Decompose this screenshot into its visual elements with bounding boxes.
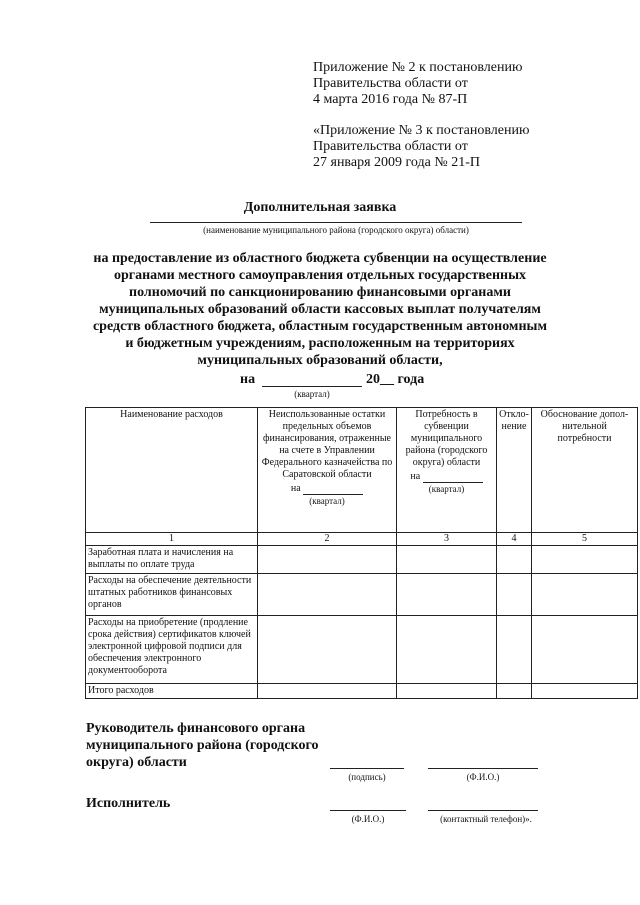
executor-name-line xyxy=(330,810,406,811)
executor-name-caption: (Ф.И.О.) xyxy=(351,814,385,824)
cell[interactable] xyxy=(532,684,638,699)
cell[interactable] xyxy=(397,684,497,699)
appendix-line: Приложение № 2 к постановлению xyxy=(313,60,523,75)
period-prefix: на xyxy=(240,372,256,387)
table-row-total xyxy=(86,684,638,699)
appendix-reference-1 xyxy=(313,60,522,108)
name-caption: (Ф.И.О.) xyxy=(466,772,500,782)
row-label: Заработная плата и начисления на выплаты по оплате труда xyxy=(86,546,258,574)
phone-caption: (контактный телефон)». xyxy=(440,814,532,824)
expenses-table xyxy=(85,407,638,699)
head-title xyxy=(86,720,318,771)
cell[interactable] xyxy=(258,546,397,574)
cell[interactable] xyxy=(497,574,532,616)
phone-line xyxy=(428,810,538,811)
description-line: муниципальных образований области кассовых выплат получателям xyxy=(99,302,541,317)
quarter-caption: (квартал) xyxy=(428,484,465,494)
on-label: на xyxy=(290,483,301,494)
header-justification: Обоснование допол-нительной потребности xyxy=(532,408,638,533)
head-title-line: Руководитель финансового органа xyxy=(86,721,306,736)
appendix-line: 4 марта 2016 года № 87-П xyxy=(313,92,468,107)
cell[interactable] xyxy=(497,546,532,574)
column-number: 5 xyxy=(532,533,638,546)
column-number: 4 xyxy=(497,533,532,546)
header-deviation: Откло-нение xyxy=(497,408,532,533)
row-label: Расходы на обеспечение деятельности штатных работников финансовых органов xyxy=(86,574,258,616)
request-description xyxy=(60,250,580,369)
quarter-caption: (квартал) xyxy=(294,389,330,399)
description-line: и бюджетным учреждениям, расположенным на территориях xyxy=(125,336,515,351)
cell[interactable] xyxy=(258,684,397,699)
header-subvention-need: Потребность в субвенции муниципального района (городского округа) области на (квартал) xyxy=(397,408,497,533)
row-label: Расходы на приобретение (продление срока действия) сертификатов ключей электронной цифровой подписи для обеспечения электронного документооборота xyxy=(86,616,258,684)
table-row xyxy=(86,546,638,574)
table-header-row xyxy=(86,408,638,533)
quarter-caption: (квартал) xyxy=(309,496,345,506)
cell[interactable] xyxy=(497,616,532,684)
quarter-blank xyxy=(262,386,362,387)
municipality-line xyxy=(150,222,522,223)
signature-line xyxy=(330,768,404,769)
appendix-line: Правительства области от xyxy=(313,139,468,154)
cell[interactable] xyxy=(397,616,497,684)
signature-caption: (подпись) xyxy=(348,772,386,782)
cell[interactable] xyxy=(532,616,638,684)
column-number-row xyxy=(86,533,638,546)
table-row xyxy=(86,616,638,684)
appendix-line: Правительства области от xyxy=(313,76,468,91)
cell[interactable] xyxy=(397,546,497,574)
appendix-line: «Приложение № 3 к постановлению xyxy=(313,123,530,138)
cell[interactable] xyxy=(258,574,397,616)
column-number: 1 xyxy=(86,533,258,546)
description-line: органами местного самоуправления отдельных государственных xyxy=(113,268,527,283)
appendix-reference-2 xyxy=(313,123,529,171)
header-expense-name: Наименование расходов xyxy=(86,408,258,533)
cell[interactable] xyxy=(397,574,497,616)
cell[interactable] xyxy=(258,616,397,684)
municipality-caption: (наименование муниципального района (городского округа) области) xyxy=(203,225,469,235)
description-line: полномочий по санкционированию финансовыми органами xyxy=(129,285,511,300)
name-line xyxy=(428,768,538,769)
cell[interactable] xyxy=(497,684,532,699)
head-title-line: муниципального района (городского xyxy=(86,738,319,753)
table-row xyxy=(86,574,638,616)
document-heading: Дополнительная заявка xyxy=(243,200,397,215)
header-unused-balances: Неиспользованные остатки предельных объемов финансирования, отраженные на счете в Управлении Федерального казначейства по Саратовской области на (квартал) xyxy=(258,408,397,533)
description-line: на предоставление из областного бюджета субвенции на осуществление xyxy=(93,251,547,266)
description-line: средств областного бюджета, областным государственным автономным xyxy=(92,319,548,334)
quarter-blank xyxy=(423,472,483,483)
column-number: 3 xyxy=(397,533,497,546)
quarter-blank xyxy=(303,484,363,495)
executor-label: Исполнитель xyxy=(86,796,171,811)
row-label: Итого расходов xyxy=(86,684,258,699)
cell[interactable] xyxy=(532,546,638,574)
period-year: 20__ года xyxy=(366,372,425,387)
appendix-line: 27 января 2009 года № 21-П xyxy=(313,155,480,170)
description-line: муниципальных образований области, xyxy=(197,353,443,368)
head-title-line: округа) области xyxy=(86,755,187,770)
on-label: на xyxy=(410,471,421,482)
cell[interactable] xyxy=(532,574,638,616)
column-number: 2 xyxy=(258,533,397,546)
